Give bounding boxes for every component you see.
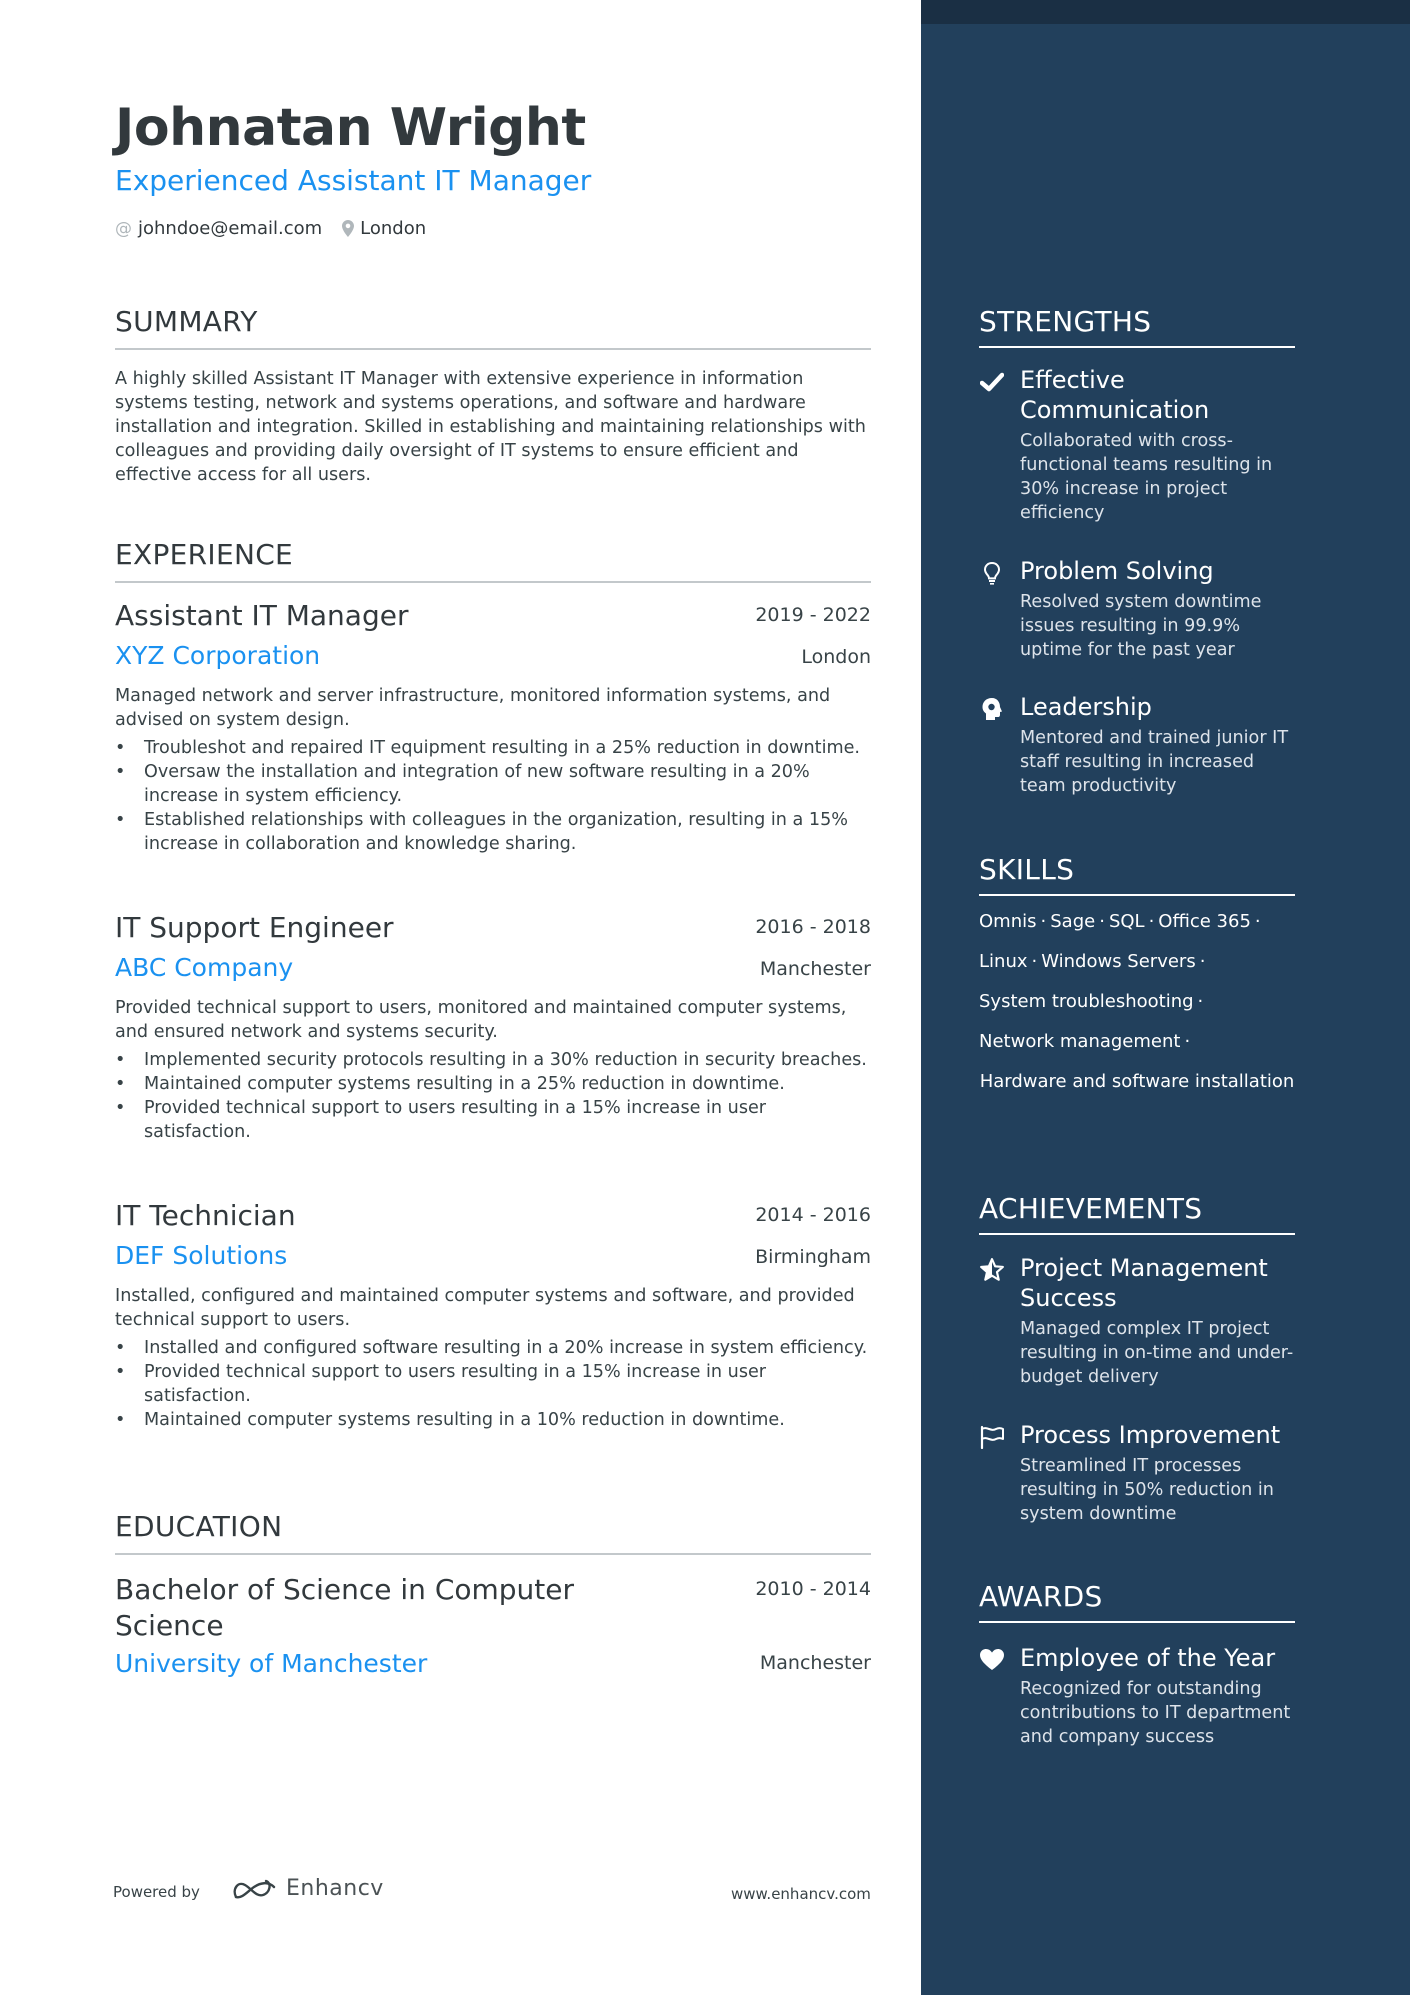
skill-tag: Linux <box>979 951 1028 972</box>
strength-description: Collaborated with cross-functional teams resulting in 30% increase in project efficiency <box>1020 431 1273 523</box>
achievement-description: Managed complex IT project resulting in on-time and under-budget delivery <box>1020 1319 1294 1387</box>
skill-separator: · <box>1031 951 1038 972</box>
footer-url[interactable]: www.enhancv.com <box>731 1885 871 1903</box>
strength-item <box>979 692 1295 798</box>
enhancv-logo-icon <box>232 1877 278 1901</box>
skills-row <box>979 990 1295 1014</box>
job-bullet: • Provided technical support to users resulting in a 15% increase in user satisfaction. <box>115 1360 871 1408</box>
contact-location <box>342 218 426 239</box>
achievements-section-title: ACHIEVEMENTS <box>979 1192 1295 1235</box>
job-company: DEF Solutions <box>115 1241 288 1270</box>
job-description: Managed network and server infrastructure, monitored information systems, and advised on system design. <box>115 686 831 730</box>
sidebar-top-bar <box>921 0 1410 24</box>
lightbulb-icon <box>979 560 1005 586</box>
job-bullets <box>115 736 871 856</box>
education-dates: 2010 - 2014 <box>755 1578 871 1600</box>
job-bullet: • Oversaw the installation and integration of new software resulting in a 20% increase in system efficiency. <box>115 760 871 808</box>
skills-row <box>979 1030 1295 1054</box>
skills-section-title: SKILLS <box>979 853 1295 896</box>
education-section-title: EDUCATION <box>115 1510 871 1555</box>
job-location: Manchester <box>759 958 871 980</box>
sidebar-column <box>921 0 1410 1995</box>
achievement-description: Streamlined IT processes resulting in 50% reduction in system downtime <box>1020 1456 1274 1524</box>
job-company: ABC Company <box>115 953 294 982</box>
strength-item <box>979 556 1295 662</box>
contact-email[interactable] <box>115 218 322 239</box>
skill-tag: Windows Servers <box>1041 951 1196 972</box>
skill-tag: Office 365 <box>1158 911 1251 932</box>
checkmark-icon <box>979 369 1005 395</box>
skill-tag: Sage <box>1050 911 1096 932</box>
experience-entry <box>115 910 871 1144</box>
skill-separator: · <box>1148 911 1155 932</box>
strength-title: Leadership <box>1020 693 1152 721</box>
award-description: Recognized for outstanding contributions to IT department and company success <box>1020 1679 1291 1747</box>
job-dates: 2019 - 2022 <box>755 604 871 626</box>
skill-separator: · <box>1184 1031 1191 1052</box>
education-degree: Bachelor of Science in Computer Science <box>115 1573 575 1642</box>
at-icon: @ <box>115 218 132 239</box>
award-title: Employee of the Year <box>1020 1644 1276 1672</box>
strengths-section-title: STRENGTHS <box>979 305 1295 348</box>
education-school: University of Manchester <box>115 1649 428 1678</box>
summary-text: A highly skilled Assistant IT Manager with extensive experience in information systems testing, network and systems operations, and software and hardware installation and integration. Skilled in establishing and maintaining relationships with colleagues and providing daily oversight of IT systems to ensure efficient and effective access for all users. <box>115 369 866 485</box>
job-bullet: • Maintained computer systems resulting in a 25% reduction in downtime. <box>115 1072 871 1096</box>
contact-row <box>115 218 446 239</box>
job-dates: 2016 - 2018 <box>755 916 871 938</box>
job-bullet: • Maintained computer systems resulting in a 10% reduction in downtime. <box>115 1408 871 1432</box>
job-bullet: • Established relationships with colleagues in the organization, resulting in a 15% increase in collaboration and knowledge sharing. <box>115 808 871 856</box>
skill-separator: · <box>1197 991 1204 1012</box>
enhancv-logo[interactable] <box>232 1876 384 1901</box>
strength-description: Mentored and trained junior IT staff resulting in increased team productivity <box>1020 728 1289 796</box>
skill-tag: Hardware and software installation <box>979 1071 1295 1092</box>
location-pin-icon <box>342 220 354 237</box>
job-description: Installed, configured and maintained computer systems and software, and provided technical support to users. <box>115 1286 855 1330</box>
achievement-title: Process Improvement <box>1020 1421 1281 1449</box>
location-text: London <box>360 218 427 239</box>
star-icon <box>979 1257 1005 1283</box>
strength-item <box>979 365 1295 525</box>
job-dates: 2014 - 2016 <box>755 1204 871 1226</box>
job-location: Birmingham <box>755 1246 871 1268</box>
achievement-item <box>979 1253 1295 1389</box>
skills-row <box>979 910 1295 934</box>
summary-section-title: SUMMARY <box>115 305 871 350</box>
job-location: London <box>801 646 871 668</box>
job-title: IT Support Engineer <box>115 911 394 944</box>
head-icon <box>979 696 1005 722</box>
skill-separator: · <box>1040 911 1047 932</box>
job-bullet: • Implemented security protocols resulting in a 30% reduction in security breaches. <box>115 1048 871 1072</box>
skill-separator: · <box>1254 911 1261 932</box>
awards-section-title: AWARDS <box>979 1580 1295 1623</box>
experience-section-title: EXPERIENCE <box>115 538 871 583</box>
skill-tag: System troubleshooting <box>979 991 1194 1012</box>
skills-row <box>979 950 1295 974</box>
education-location: Manchester <box>759 1652 871 1674</box>
award-item <box>979 1643 1295 1749</box>
flag-icon <box>979 1424 1005 1450</box>
job-description: Provided technical support to users, monitored and maintained computer systems, and ensured network and systems security. <box>115 998 847 1042</box>
job-bullet: • Troubleshot and repaired IT equipment resulting in a 25% reduction in downtime. <box>115 736 871 760</box>
candidate-name: Johnatan Wright <box>115 98 586 158</box>
job-title: IT Technician <box>115 1199 296 1232</box>
achievement-title: Project Management Success <box>1020 1254 1268 1312</box>
skills-list <box>979 910 1295 1094</box>
skill-separator: · <box>1199 951 1206 972</box>
enhancv-logo-text: Enhancv <box>286 1876 384 1901</box>
job-bullet: • Provided technical support to users resulting in a 15% increase in user satisfaction. <box>115 1096 871 1144</box>
experience-entry <box>115 598 871 856</box>
powered-by-label: Powered by <box>113 1883 200 1901</box>
job-bullet: • Installed and configured software resulting in a 20% increase in system efficiency. <box>115 1336 871 1360</box>
achievement-item <box>979 1420 1295 1526</box>
skill-tag: SQL <box>1108 911 1145 932</box>
job-title: Assistant IT Manager <box>115 599 409 632</box>
job-bullets <box>115 1048 871 1144</box>
strength-description: Resolved system downtime issues resulting in 99.9% uptime for the past year <box>1020 592 1262 660</box>
job-company: XYZ Corporation <box>115 641 321 670</box>
skill-separator: · <box>1099 911 1105 932</box>
experience-entry <box>115 1198 871 1432</box>
skill-tag: Network management <box>979 1031 1181 1052</box>
email-text: johndoe@email.com <box>138 218 323 239</box>
skill-tag: Omnis <box>979 911 1037 932</box>
strength-title: Problem Solving <box>1020 557 1214 585</box>
strength-title: Effective Communication <box>1020 366 1210 424</box>
candidate-headline: Experienced Assistant IT Manager <box>115 164 592 197</box>
job-bullets <box>115 1336 871 1432</box>
education-entry <box>115 1572 871 1680</box>
heart-icon <box>979 1647 1005 1673</box>
